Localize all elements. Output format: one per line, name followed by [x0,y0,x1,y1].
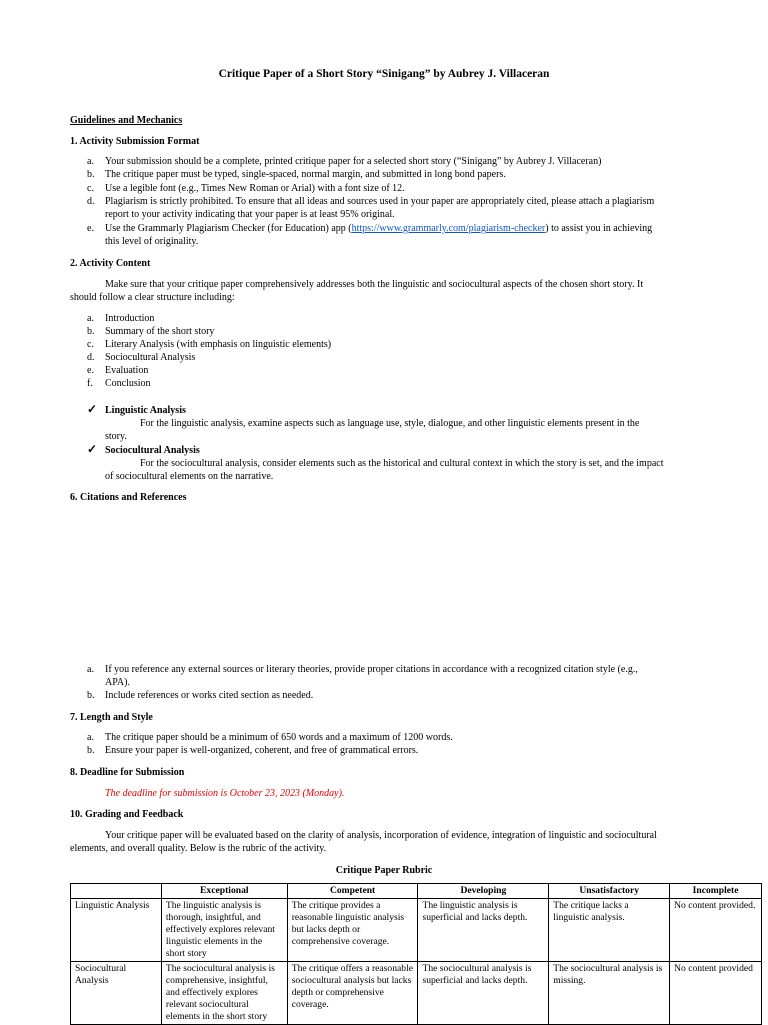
list-marker: f. [87,378,93,389]
table-row [71,899,762,962]
list-text: Ensure your paper is well-organized, coherent, and free of grammatical errors. [105,745,419,756]
list-text-pre: Use the Grammarly Plagiarism Checker (for Education) app ( [105,223,352,234]
list-text: Include references or works cited section as needed. [105,690,314,701]
linguistic-analysis-body-line1: For the linguistic analysis, examine aspects such as language use, style, dialogue, and other linguistic elements present in the [140,418,640,429]
sociocultural-analysis-title: Sociocultural Analysis [105,445,200,456]
list-marker: c. [87,183,94,194]
list-marker: b. [87,169,95,180]
table-header-row [71,884,762,899]
section-8-heading: 8. Deadline for Submission [70,767,185,778]
table-header-cell: Unsatisfactory [549,884,670,899]
table-header-cell: Competent [287,884,418,899]
list-text: Use a legible font (e.g., Times New Roman or Arial) with a font size of 12. [105,183,405,194]
section-10-paragraph-line1: Your critique paper will be evaluated based on the clarity of analysis, incorporation of evidence, integration of linguistic and sociocultural [105,830,657,841]
table-cell: Linguistic Analysis [71,899,162,962]
list-marker: d. [87,352,95,363]
section-7-heading: 7. Length and Style [70,712,153,723]
section-10-paragraph-line2: elements, and overall quality. Below is the rubric of the activity. [70,843,327,854]
table-cell: The critique lacks a linguistic analysis. [549,899,670,962]
table-header-cell: Incomplete [670,884,762,899]
list-marker: c. [87,339,94,350]
checkmark-icon: ✓ [87,402,98,416]
table-cell: No content provided [670,962,762,1025]
grammarly-link[interactable]: https://www.grammarly.com/plagiarism-checker [351,223,546,234]
table-cell: No content provided. [670,899,762,962]
list-text: Your submission should be a complete, printed critique paper for a selected short story (“Sinigang” by Aubrey J. Villaceran) [105,156,602,167]
list-text-continued: this level of originality. [105,236,199,247]
section-10-heading: 10. Grading and Feedback [70,809,184,820]
list-marker: b. [87,326,95,337]
table-header-cell: Exceptional [161,884,287,899]
list-text: Summary of the short story [105,326,215,337]
table-cell: The critique provides a reasonable linguistic analysis but lacks depth or comprehensive coverage. [287,899,418,962]
list-marker: b. [87,690,95,701]
linguistic-analysis-title: Linguistic Analysis [105,405,186,416]
section-2-paragraph-line1: Make sure that your critique paper comprehensively addresses both the linguistic and sociocultural aspects of the chosen short story. It [105,279,644,290]
list-text: Plagiarism is strictly prohibited. To ensure that all ideas and sources used in your paper are appropriately cited, please attach a plagiarism [105,196,655,207]
table-cell: The linguistic analysis is thorough, insightful, and effectively explores relevant linguistic elements in the short story [161,899,287,962]
rubric-table [70,883,762,1025]
list-marker: a. [87,156,94,167]
rubric-title: Critique Paper Rubric [335,865,433,876]
section-2-paragraph-line2: should follow a clear structure including: [70,292,235,303]
list-text: If you reference any external sources or literary theories, provide proper citations in accordance with a recognized citation style (e.g., [105,664,638,675]
list-marker: b. [87,745,95,756]
list-text-continued: APA). [105,677,130,688]
list-marker: e. [87,365,94,376]
list-marker: d. [87,196,95,207]
table-row [71,962,762,1025]
section-6-heading: 6. Citations and References [70,492,187,503]
list-text: The critique paper should be a minimum of 650 words and a maximum of 1200 words. [105,732,453,743]
list-text: Literary Analysis (with emphasis on linguistic elements) [105,339,332,350]
table-cell: The sociocultural analysis is missing. [549,962,670,1025]
table-cell: Sociocultural Analysis [71,962,162,1025]
table-cell: The critique offers a reasonable sociocultural analysis but lacks depth or comprehensive coverage. [287,962,418,1025]
list-text [105,222,652,235]
table-header-cell [71,884,162,899]
section-2-heading: 2. Activity Content [70,258,151,269]
table-header-cell: Developing [418,884,549,899]
list-marker: e. [87,223,94,234]
deadline-text: The deadline for submission is October 23, 2023 (Monday). [105,788,345,799]
table-cell: The sociocultural analysis is comprehensive, insightful, and effectively explores relevant sociocultural elements in the short story [161,962,287,1025]
list-text-continued: report to your activity indicating that your paper is at least 95% original. [105,209,395,220]
list-marker: a. [87,664,94,675]
sociocultural-analysis-body-line2: of sociocultural elements on the narrative. [105,471,274,482]
list-marker: a. [87,313,94,324]
list-text: Evaluation [105,365,149,376]
checkmark-icon: ✓ [87,442,98,456]
list-text: The critique paper must be typed, single-spaced, normal margin, and submitted in long bond papers. [105,169,506,180]
list-text-post: ) to assist you in achieving [545,223,653,234]
list-text: Sociocultural Analysis [105,352,196,363]
list-text: Conclusion [105,378,151,389]
list-marker: a. [87,732,94,743]
table-cell: The sociocultural analysis is superficial and lacks depth. [418,962,549,1025]
table-cell: The linguistic analysis is superficial and lacks depth. [418,899,549,962]
linguistic-analysis-body-line2: story. [105,431,127,442]
document-title: Critique Paper of a Short Story “Sinigang” by Aubrey J. Villaceran [218,68,550,80]
guidelines-heading: Guidelines and Mechanics [70,115,183,126]
sociocultural-analysis-body-line1: For the sociocultural analysis, consider elements such as the historical and cultural context in which the story is set, and the impact [140,458,664,469]
section-1-heading: 1. Activity Submission Format [70,136,200,147]
list-text: Introduction [105,313,155,324]
